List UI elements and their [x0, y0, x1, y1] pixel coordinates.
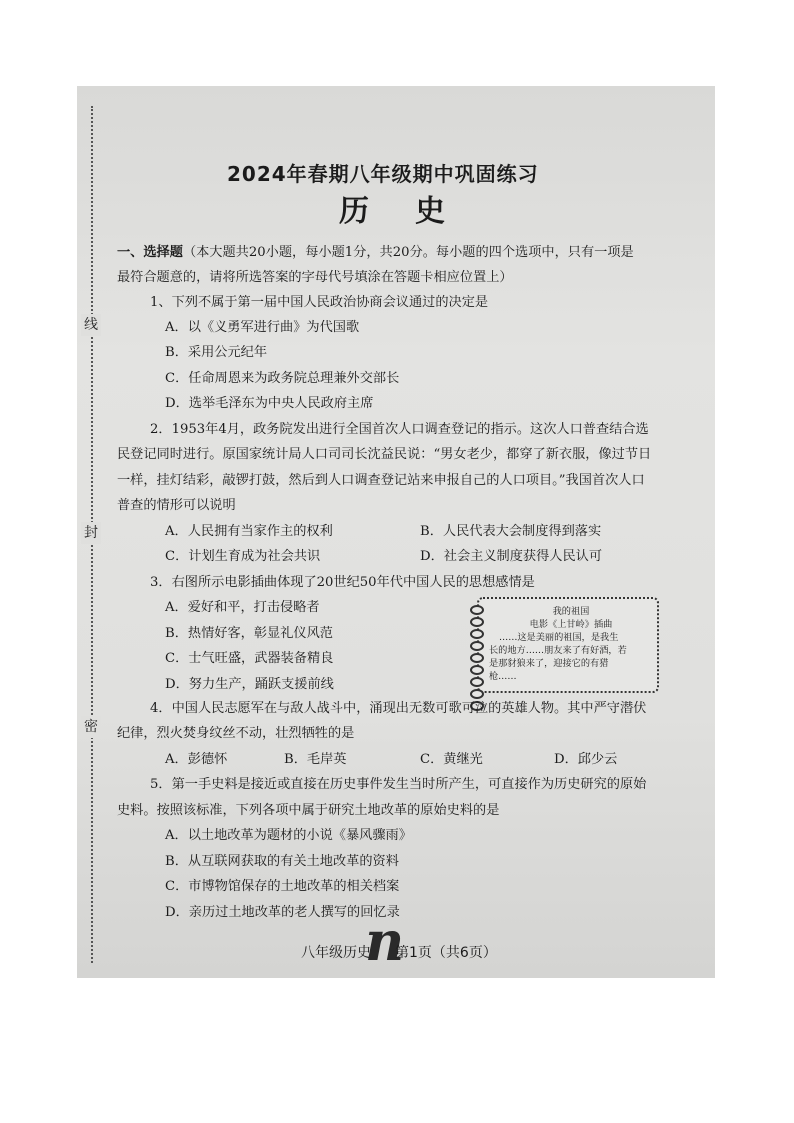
song-lyric-line-3: 是那豺狼来了，迎接它的有猎 [489, 658, 609, 669]
q1-option-a: A．以《义勇军进行曲》为代国歌 [165, 320, 360, 335]
song-lyric-line-1: ……这是美丽的祖国，是我生 [499, 632, 619, 643]
q4-line-2: 纪律，烈火焚身纹丝不动，壮烈牺牲的是 [117, 726, 355, 741]
q2-option-d: D．社会主义制度获得人民认可 [420, 549, 603, 564]
q2-line-1: 2．1953年4月，政务院发出进行全国首次人口调查登记的指示。这次人口普查结合选 [150, 422, 649, 437]
q1-option-c: C．任命周恩来为政务院总理兼外交部长 [165, 371, 400, 386]
song-lyric-line-4: 枪…… [489, 671, 517, 682]
q5-line-1: 5．第一手史料是接近或直接在历史事件发生当时所产生，可直接作为历史研究的原始 [150, 777, 647, 792]
q2-option-b: B．人民代表大会制度得到落实 [420, 524, 602, 539]
song-source: 电影《上甘岭》插曲 [529, 619, 613, 630]
section-instructions-line-2: 最符合题意的，请将所选答案的字母代号填涂在答题卡相应位置上） [117, 270, 513, 285]
q1-option-b: B．采用公元纪年 [165, 345, 268, 360]
q3-option-a: A．爱好和平，打击侵略者 [165, 600, 320, 615]
binding-label-line: 线 [81, 314, 101, 336]
q4-line-1: 4．中国人民志愿军在与敌人战斗中，涌现出无数可歌可泣的英雄人物。其中严守潜伏 [150, 701, 647, 716]
section-instructions-line-1 [117, 244, 634, 262]
q4-option-b: B．毛岸英 [284, 752, 347, 767]
q5-option-a: A．以土地改革为题材的小说《暴风骤雨》 [165, 828, 412, 843]
q3-option-b: B．热情好客，彰显礼仪风范 [165, 626, 333, 641]
q3-stem: 3．右图所示电影插曲体现了20世纪50年代中国人民的思想感情是 [150, 575, 535, 590]
q2-option-a: A．人民拥有当家作主的权利 [165, 524, 333, 539]
q4-option-c: C．黄继光 [420, 752, 483, 767]
footer-subject: 八年级历史 [301, 945, 371, 961]
q2-line-3: 一样，挂灯结彩，敲锣打鼓，然后到人口调查登记站来申报自己的人口项目。”我国首次人口 [117, 473, 645, 488]
section-instructions-text: （本大题共20小题，每小题1分，共20分。每小题的四个选项中，只有一项是 [182, 245, 634, 260]
binding-label-seal: 封 [81, 522, 101, 544]
q5-option-b: B．从互联网获取的有关土地改革的资料 [165, 854, 399, 869]
q1-stem: 1、下列不属于第一届中国人民政治协商会议通过的决定是 [150, 295, 489, 310]
q5-line-2: 史料。按照该标准，下列各项中属于研究土地改革的原始史料的是 [117, 803, 500, 818]
q2-option-c: C．计划生育成为社会共识 [165, 549, 321, 564]
q2-line-4: 普查的情形可以说明 [117, 498, 236, 513]
song-lyric-line-2: 长的地方……朋友来了有好酒，若 [489, 645, 627, 656]
notebook-spiral [470, 605, 486, 713]
footer-page-number: 第1页（共6页） [395, 945, 497, 961]
q3-option-c: C．士气旺盛，武器装备精良 [165, 651, 334, 666]
song-lyrics-notebook [477, 597, 659, 693]
subject-title: 历史 [339, 194, 491, 229]
q4-option-a: A．彭德怀 [165, 752, 228, 767]
watermark-logo: n [365, 909, 405, 973]
song-title: 我的祖国 [552, 606, 590, 617]
binding-label-secret: 密 [81, 716, 101, 738]
q4-option-d: D．邱少云 [554, 752, 618, 767]
q5-option-c: C．市博物馆保存的土地改革的相关档案 [165, 879, 400, 894]
q2-line-2: 民登记同时进行。原国家统计局人口司司长沈益民说：“男女老少，都穿了新衣服，像过节日 [117, 447, 652, 462]
exam-title: 2024年春期八年级期中巩固练习 [227, 162, 539, 186]
q3-option-d: D．努力生产，踊跃支援前线 [165, 677, 334, 692]
section-heading: 一、选择题 [117, 245, 183, 260]
q1-option-d: D．选举毛泽东为中央人民政府主席 [165, 396, 374, 411]
exam-paper-photo [77, 86, 715, 978]
q5-option-d: D．亲历过土地改革的老人撰写的回忆录 [165, 905, 400, 920]
